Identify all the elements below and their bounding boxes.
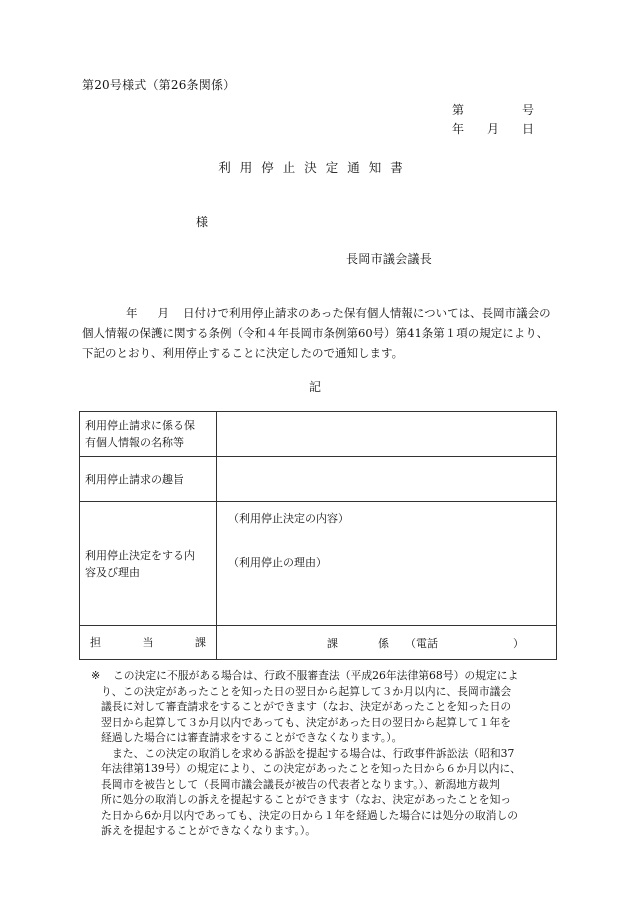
date-year: 年 — [452, 122, 465, 136]
document-title: 利用停止決定通知書 — [218, 160, 412, 175]
decision-content-heading: （利用停止決定の内容） — [228, 512, 349, 525]
record-name-field[interactable] — [217, 412, 557, 457]
table-row — [80, 457, 557, 502]
note-line: 所に処分の取消しの訴えを提起することができます（なお、決定があったことを知っ — [101, 793, 512, 806]
table-row — [80, 626, 557, 660]
addressee-honorific: 様 — [196, 215, 209, 229]
date-month: 月 — [487, 122, 500, 136]
decision-detail-field[interactable] — [217, 502, 557, 626]
document-number-prefix: 第 — [452, 103, 465, 117]
note-line: また、この決定の取消しを求める訴訟を提起する場合は、行政事件訴訟法（昭和37 — [112, 746, 515, 760]
sender-name: 長岡市議会議長 — [346, 252, 433, 266]
note-line: 翌日から起算して３か月以内であっても、決定があった日の翌日から起算して１年を — [101, 715, 512, 729]
responsible-division-field[interactable] — [217, 626, 557, 660]
body-month: 月 — [157, 306, 169, 320]
note-line: 経過した場合には審査請求をすることができなくなります。）。 — [101, 731, 403, 744]
body-line-1-text: 日付けで利用停止請求のあった保有個人情報については、長岡市議会の — [183, 306, 551, 320]
division-unit-kakari: 係 — [378, 636, 389, 650]
note-line: た日から6か月以内であっても、決定の日から１年を経過した場合には処分の取消しの — [101, 808, 519, 822]
responsible-division-label — [80, 626, 217, 660]
ki-heading: 記 — [308, 380, 321, 394]
decision-detail-label-line-2: 容及び理由 — [85, 565, 140, 579]
record-name-label-line-1: 利用停止請求に係る保 — [85, 419, 195, 432]
phone-open: （電話 — [405, 636, 438, 650]
body-line-2: 個人情報の保護に関する条例（令和４年長岡市条例第60号）第41条第１項の規定により、 — [82, 326, 549, 340]
note-line: り、この決定があったことを知った日の翌日から起算して３か月以内に、長岡市議会 — [101, 684, 512, 698]
body-year: 年 — [126, 306, 138, 320]
decision-table — [79, 411, 557, 660]
phone-close: ） — [513, 636, 524, 650]
note-mark: ※ — [91, 669, 101, 682]
note-line: 訴えを提起することができなくなります。）。 — [101, 824, 317, 837]
date-day: 日 — [522, 122, 535, 136]
table-row — [80, 502, 557, 626]
record-name-label — [80, 412, 217, 457]
document-number-suffix: 号 — [522, 103, 535, 117]
division-unit-ka: 課 — [327, 636, 338, 650]
note-line — [91, 668, 554, 684]
body-line-3: 下記のとおり、利用停止することに決定したので通知します。 — [82, 346, 404, 360]
record-name-label-line-2: 有個人情報の名称等 — [85, 436, 184, 449]
request-purpose-label: 利用停止請求の趣旨 — [80, 457, 217, 502]
table-row — [80, 412, 557, 457]
note-p1-line-1: この決定に不服がある場合は、行政不服審査法（平成26年法律第68号）の規定によ — [113, 669, 519, 682]
decision-detail-label — [80, 502, 217, 626]
responsible-division-char-1: 担 — [90, 636, 101, 649]
decision-detail-label-line-1: 利用停止決定をする内 — [85, 548, 195, 562]
notice-body — [82, 303, 552, 363]
responsible-division-char-2: 当 — [142, 636, 154, 649]
request-purpose-field[interactable] — [217, 457, 557, 502]
decision-reason-heading: （利用停止の理由） — [228, 556, 327, 569]
responsible-division-char-3: 課 — [195, 636, 206, 649]
note-line: 年法律第139号）の規定により、この決定があったことを知った日から６か月以内に、 — [101, 762, 521, 775]
note-line: 議長に対して審査請求をすることができます（なお、決定があったことを知った日の — [101, 700, 512, 713]
note-line: 長岡市を被告として（長岡市議会議長が被告の代表者となります。）、新潟地方裁判 — [101, 777, 500, 791]
form-label: 第20号様式（第26条関係） — [82, 78, 236, 92]
appeal-note — [91, 668, 554, 839]
body-line-1 — [82, 303, 552, 323]
